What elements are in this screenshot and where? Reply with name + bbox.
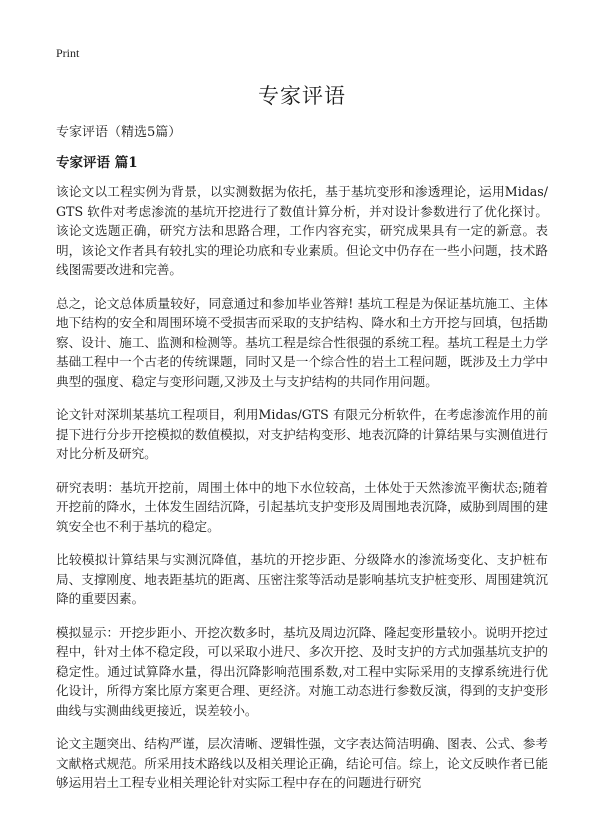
print-link[interactable]: Print <box>56 46 80 60</box>
document-subtitle: 专家评语（精选5篇） <box>56 125 182 140</box>
section-heading: 专家评语 篇1 <box>56 155 138 171</box>
paragraph-7: 论文主题突出、结构严谨，层次清晰、逻辑性强，文字表达简洁明确、图表、公式、参考文献格式规范。所采用技术路线以及相关理论正确，结论可信。综上，论文反映作者已能够运用岩土工程专业相关理论针对实际工程中存在的问题进行研究 <box>56 736 548 790</box>
body-text <box>56 182 548 807</box>
paragraph-6: 模拟显示：开挖步距小、开挖次数多时，基坑及周边沉降、隆起变形量较小。说明开挖过程中，针对土体不稳定段，可以采取小进尺、多次开挖、及时支护的方式加强基坑支护的稳定性。通过试算降水量，得出沉降影响范围系数,对工程中实际采用的支撑系统进行优化设计，所得方案比原方案更合理、更经济。对施工动态进行参数反演，得到的支护变形曲线与实测曲线更接近，误差较小。 <box>56 624 548 718</box>
paragraph-3: 论文针对深圳某基坑工程项目，利用Midas/GTS 有限元分析软件，在考虑渗流作用的前提下进行分步开挖模拟的数值模拟，对支护结构变形、地表沉降的计算结果与实测值进行对比分析及研究。 <box>56 407 548 461</box>
page-title: 专家评语 <box>258 84 346 108</box>
paragraph-1: 该论文以工程实例为背景，以实测数据为依托，基于基坑变形和渗透理论，运用Midas/GTS 软件对考虑渗流的基坑开挖进行了数值计算分析，并对设计参数进行了优化探讨。该论文选题正确，研究方法和思路合理，工作内容充实，研究成果具有一定的新意。表明，该论文作者具有较扎实的理论功底和专业素质。但论文中仍存在一些小问题，技术路线图需要改进和完善。 <box>56 184 548 277</box>
paragraph-4: 研究表明：基坑开挖前，周围土体中的地下水位较高，土体处于天然渗流平衡状态;随着开挖前的降水，土体发生固结沉降，引起基坑支护变形及周围地表沉降，威胁到周围的建筑安全也不利于基坑的稳定。 <box>56 479 548 534</box>
paragraph-2: 总之，论文总体质量较好，同意通过和参加毕业答辩! 基坑工程是为保证基坑施工、主体地下结构的安全和周围环境不受损害而采取的支护结构、降水和土方开挖与回填，包括勘察、设计、施工、监测和检测等。基坑工程是综合性很强的系统工程。基坑工程是土力学基础工程中一个古老的传统课题，同时又是一个综合性的岩土工程问题，既涉及土力学中典型的强度、稳定与变形问题,又涉及土与支护结构的共同作用问题。 <box>56 295 548 389</box>
paragraph-5: 比较模拟计算结果与实测沉降值，基坑的开挖步距、分级降水的渗流场变化、支护桩布局、支撑刚度、地表距基坑的距离、压密注浆等活动是影响基坑支护桩变形、周围建筑沉降的重要因素。 <box>56 552 548 606</box>
